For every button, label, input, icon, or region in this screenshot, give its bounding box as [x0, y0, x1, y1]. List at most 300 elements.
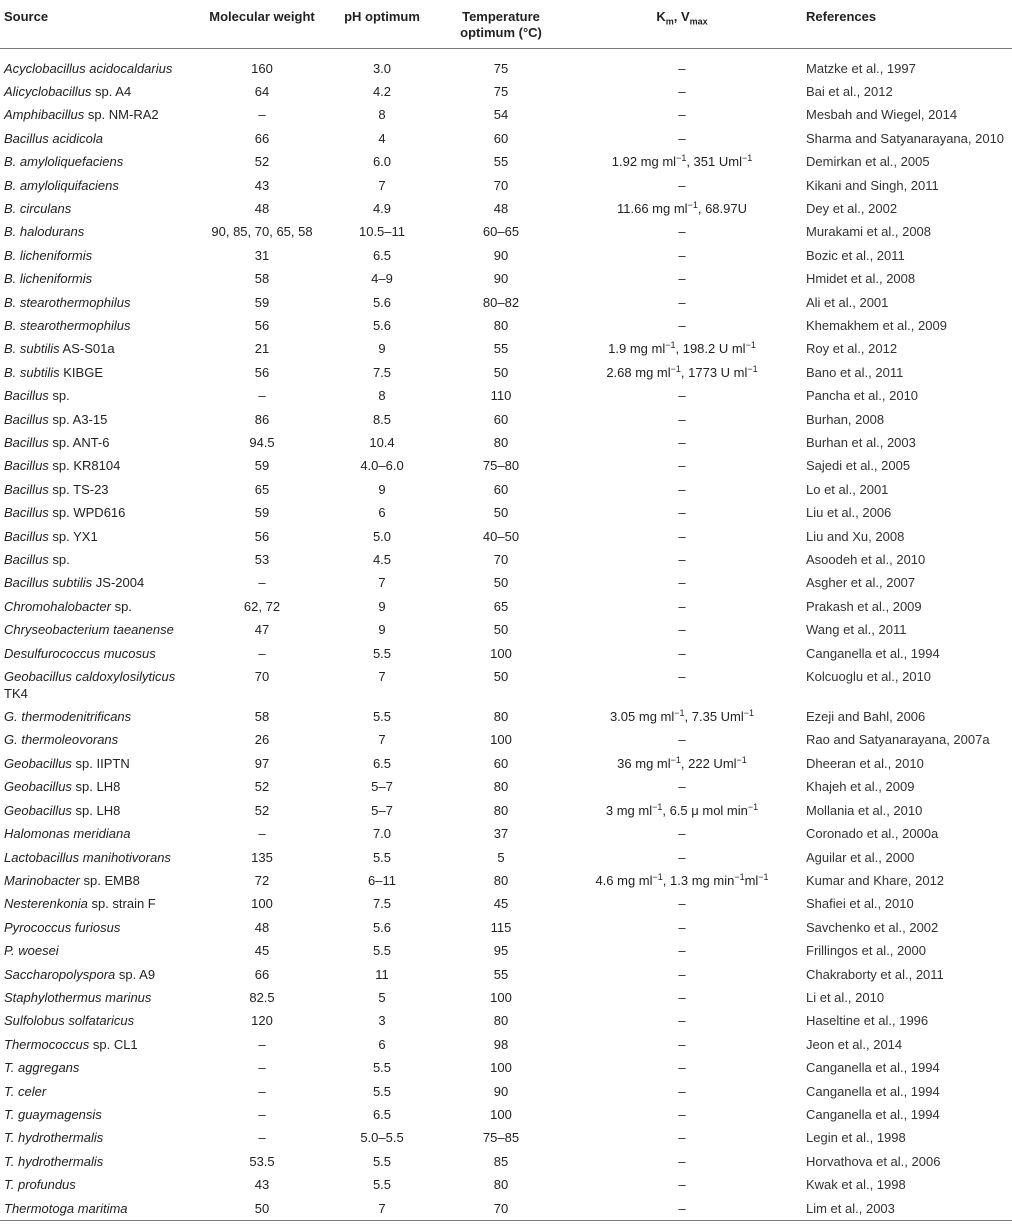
- cell-ph-optimum: 7: [378, 669, 386, 685]
- cell-reference: Lo et al., 2001: [806, 481, 889, 497]
- source-species: Chromohalobacter: [4, 598, 111, 614]
- cell-ph-optimum: 4.2: [372, 83, 392, 99]
- cell-temperature-optimum: 50: [493, 364, 509, 380]
- cell-temperature-optimum: 110: [490, 388, 512, 404]
- cell-km-vmax: –: [678, 1130, 686, 1146]
- cell-molecular-weight: 47: [254, 622, 270, 638]
- cell-temperature-optimum: 60: [493, 130, 509, 146]
- cell-temperature-optimum: 90: [493, 1083, 509, 1099]
- source-species: Marinobacter: [4, 872, 80, 888]
- cell-temperature-optimum: 60: [493, 755, 509, 771]
- source-strain: TK4: [4, 686, 28, 702]
- table-row: [0, 103, 1012, 126]
- cell-km-vmax: –: [678, 435, 686, 450]
- cell-molecular-weight: –: [258, 107, 266, 123]
- source-strain: sp. LH8: [71, 802, 121, 818]
- table-row: [0, 337, 1012, 360]
- cell-source: [0, 799, 200, 822]
- cell-ph-optimum: 6: [378, 1036, 386, 1052]
- source-strain: sp. A3-15: [48, 411, 108, 427]
- cell-km-vmax: –: [678, 271, 686, 287]
- source-species: Nesterenkonia: [4, 896, 88, 912]
- table-row: [0, 916, 1012, 939]
- cell-km-vmax: –: [678, 130, 686, 146]
- cell-km-vmax: –: [678, 1083, 686, 1099]
- table-row: [0, 775, 1012, 798]
- source-strain: sp.: [48, 388, 70, 404]
- table-row: [0, 454, 1012, 477]
- cell-source: [0, 525, 200, 548]
- cell-source: [0, 80, 200, 103]
- cell-source: [0, 1009, 200, 1032]
- cell-reference: Lim et al., 2003: [802, 1197, 1012, 1221]
- source-species: Amphibacillus: [4, 107, 85, 123]
- cell-reference: Prakash et al., 2009: [806, 598, 922, 614]
- source-species: B. circulans: [4, 200, 72, 216]
- cell-temperature-optimum: 80: [493, 709, 509, 725]
- cell-molecular-weight: 59: [254, 458, 270, 474]
- header-ph-optimum: pH optimum: [344, 9, 420, 24]
- cell-ph-optimum: 4–9: [371, 271, 393, 287]
- source-strain: sp. ANT-6: [48, 435, 110, 450]
- cell-source: [0, 103, 200, 126]
- cell-ph-optimum: 5–7: [371, 802, 393, 818]
- cell-reference: Coronado et al., 2000a: [806, 826, 939, 842]
- source-species: Sulfolobus solfataricus: [4, 1013, 135, 1029]
- cell-ph-optimum: 9: [378, 481, 386, 497]
- cell-molecular-weight: 70: [254, 669, 270, 685]
- cell-ph-optimum: 5.6: [372, 294, 392, 310]
- cell-source: [0, 127, 200, 150]
- cell-km-vmax: –: [678, 505, 686, 521]
- cell-ph-optimum: 5.5: [372, 1083, 392, 1099]
- source-species: P. woesei: [4, 943, 59, 959]
- cell-source: [0, 986, 200, 1009]
- cell-source: [0, 595, 200, 618]
- cell-reference: Burhan, 2008: [806, 411, 885, 427]
- cell-reference: Frillingos et al., 2000: [806, 943, 926, 959]
- cell-source: [0, 665, 200, 705]
- cell-reference: Asoodeh et al., 2010: [806, 552, 926, 568]
- cell-source: [0, 454, 200, 477]
- source-species: Bacillus: [4, 505, 49, 521]
- table-row: [0, 197, 1012, 220]
- cell-reference: Sajedi et al., 2005: [806, 458, 911, 474]
- cell-source: [0, 267, 200, 290]
- cell-km-vmax: –: [678, 826, 686, 842]
- cell-km-vmax: –: [678, 458, 686, 474]
- cell-molecular-weight: 53: [254, 552, 270, 568]
- cell-molecular-weight: –: [258, 1060, 266, 1076]
- source-species: B. licheniformis: [4, 247, 93, 263]
- source-species: Alicyclobacillus: [4, 83, 92, 99]
- table-row: [0, 244, 1012, 267]
- cell-reference: Burhan et al., 2003: [806, 435, 916, 450]
- table-row: [0, 80, 1012, 103]
- cell-molecular-weight: 56: [254, 528, 270, 544]
- source-strain: sp. IIPTN: [71, 755, 130, 771]
- table-body: [0, 48, 1012, 1221]
- cell-source: [0, 775, 200, 798]
- cell-ph-optimum: 4: [378, 130, 386, 146]
- table-row: [0, 174, 1012, 197]
- cell-temperature-optimum: 40–50: [482, 528, 520, 544]
- source-species: B. amyloliquefaciens: [4, 154, 124, 170]
- source-species: T. guaymagensis: [4, 1106, 102, 1122]
- cell-ph-optimum: 5.5: [372, 1177, 392, 1193]
- source-species: Bacillus: [4, 411, 49, 427]
- cell-temperature-optimum: 75: [493, 60, 509, 76]
- cell-reference: Matzke et al., 1997: [806, 60, 916, 76]
- cell-source: [0, 361, 200, 384]
- cell-molecular-weight: 43: [254, 1177, 270, 1193]
- table-row: [0, 1173, 1012, 1196]
- header-source: Source: [4, 9, 49, 24]
- cell-ph-optimum: 9: [378, 341, 386, 357]
- cell-molecular-weight: 31: [254, 247, 270, 263]
- table-row: [0, 501, 1012, 524]
- source-species: Acyclobacillus acidocaldarius: [4, 60, 173, 76]
- cell-reference: Ali et al., 2001: [806, 294, 889, 310]
- cell-km-vmax: –: [678, 598, 686, 614]
- cell-km-vmax: –: [678, 622, 686, 638]
- cell-source: [0, 174, 200, 197]
- cell-temperature-optimum: 55: [493, 966, 509, 982]
- header-km-k: K: [656, 9, 666, 24]
- table-row: [0, 314, 1012, 337]
- cell-km-vmax: –: [678, 896, 686, 912]
- cell-reference: Wang et al., 2011: [806, 622, 907, 638]
- cell-source: [0, 337, 200, 360]
- cell-reference: Horvathova et al., 2006: [806, 1153, 941, 1169]
- source-species: Chryseobacterium taeanense: [4, 622, 174, 638]
- cell-ph-optimum: 4.9: [372, 200, 392, 216]
- cell-temperature-optimum: 80–82: [482, 294, 520, 310]
- source-strain: sp. YX1: [48, 528, 98, 544]
- cell-source: [0, 1173, 200, 1196]
- cell-km-vmax: –: [678, 989, 686, 1005]
- source-strain: sp. A4: [91, 83, 132, 99]
- table-row: [0, 1080, 1012, 1103]
- source-species: Bacillus: [4, 481, 49, 497]
- cell-source: [0, 501, 200, 524]
- table-row: [0, 1103, 1012, 1126]
- source-strain: JS-2004: [92, 575, 145, 591]
- cell-temperature-optimum: 95: [493, 943, 509, 959]
- cell-km-vmax: –: [678, 224, 686, 240]
- cell-km-vmax: –: [678, 575, 686, 591]
- cell-reference: Shafiei et al., 2010: [806, 896, 914, 912]
- cell-ph-optimum: 6.5: [372, 247, 392, 263]
- cell-source: [0, 314, 200, 337]
- cell-source: [0, 384, 200, 407]
- cell-molecular-weight: 160: [251, 60, 273, 76]
- cell-temperature-optimum: 70: [440, 1197, 562, 1221]
- table-row: [0, 1150, 1012, 1173]
- cell-reference: Canganella et al., 1994: [806, 1060, 940, 1076]
- cell-reference: Demirkan et al., 2005: [806, 154, 930, 170]
- cell-reference: Kolcuoglu et al., 2010: [806, 669, 932, 685]
- table-row: [0, 846, 1012, 869]
- cell-ph-optimum: 9: [378, 598, 386, 614]
- cell-reference: Kwak et al., 1998: [806, 1177, 906, 1193]
- cell-reference: Haseltine et al., 1996: [806, 1013, 929, 1029]
- table-row: [0, 127, 1012, 150]
- cell-molecular-weight: 82.5: [249, 989, 275, 1005]
- table-row: [0, 642, 1012, 665]
- cell-temperature-optimum: 80: [493, 317, 509, 333]
- cell-source: [0, 846, 200, 869]
- cell-temperature-optimum: 100: [490, 645, 512, 661]
- source-strain: sp. CL1: [89, 1036, 138, 1052]
- source-species: T. hydrothermalis: [4, 1130, 104, 1146]
- cell-km-vmax: 1.9 mg $ml^{-1}$, 198.2 U $ml^{-1}$: [608, 340, 756, 357]
- table-row: [0, 525, 1012, 548]
- cell-km-vmax: –: [678, 779, 686, 795]
- cell-ph-optimum: 6.5: [372, 1106, 392, 1122]
- cell-reference: Canganella et al., 1994: [806, 1083, 940, 1099]
- cell-source: [0, 220, 200, 243]
- cell-ph-optimum: 11: [375, 966, 389, 982]
- cell-molecular-weight: 52: [254, 802, 270, 818]
- cell-molecular-weight: –: [258, 388, 266, 404]
- cell-temperature-optimum: 45: [493, 896, 509, 912]
- table-row: [0, 548, 1012, 571]
- cell-reference: Khajeh et al., 2009: [806, 779, 915, 795]
- cell-km-vmax: –: [678, 943, 686, 959]
- cell-temperature-optimum: 100: [490, 1060, 512, 1076]
- cell-reference: Aguilar et al., 2000: [806, 849, 915, 865]
- source-species: B. stearothermophilus: [4, 294, 131, 310]
- cell-reference: Canganella et al., 1994: [806, 1106, 940, 1122]
- cell-km-vmax: –: [678, 966, 686, 982]
- cell-km-vmax: –: [678, 388, 686, 404]
- cell-molecular-weight: –: [258, 645, 266, 661]
- cell-ph-optimum: 5.5: [372, 709, 392, 725]
- cell-source: [0, 478, 200, 501]
- cell-temperature-optimum: 115: [490, 919, 512, 935]
- cell-molecular-weight: –: [258, 826, 266, 842]
- source-species: Bacillus subtilis: [4, 575, 93, 591]
- cell-source: [0, 408, 200, 431]
- table-row: [0, 618, 1012, 641]
- source-strain: sp. TS-23: [48, 481, 109, 497]
- source-species: Geobacillus: [4, 755, 72, 771]
- cell-km-vmax: –: [678, 1060, 686, 1076]
- cell-molecular-weight: 90, 85, 70, 65, 58: [211, 224, 313, 240]
- source-species: Geobacillus: [4, 802, 72, 818]
- cell-ph-optimum: 5–7: [371, 779, 393, 795]
- cell-molecular-weight: 86: [254, 411, 270, 427]
- cell-ph-optimum: 7: [378, 575, 386, 591]
- cell-km-vmax: –: [678, 177, 686, 193]
- cell-source: [0, 939, 200, 962]
- source-species: Pyrococcus furiosus: [4, 919, 121, 935]
- cell-temperature-optimum: 50: [493, 669, 509, 685]
- cell-reference: Pancha et al., 2010: [806, 388, 919, 404]
- source-species: Halomonas meridiana: [4, 826, 131, 842]
- table-row: [0, 705, 1012, 728]
- cell-reference: Chakraborty et al., 2011: [806, 966, 944, 982]
- cell-source: [0, 705, 200, 728]
- cell-source: [0, 1056, 200, 1079]
- header-row: [0, 0, 1012, 48]
- cell-source: [0, 892, 200, 915]
- source-strain: sp. LH8: [71, 779, 121, 795]
- cell-km-vmax: –: [678, 1013, 686, 1029]
- source-strain: sp. KR8104: [48, 458, 121, 474]
- cell-molecular-weight: 135: [251, 849, 273, 865]
- table-row: [0, 595, 1012, 618]
- cell-temperature-optimum: 100: [490, 1106, 512, 1122]
- cell-temperature-optimum: 55: [493, 154, 509, 170]
- cell-source: [0, 728, 200, 751]
- cell-ph-optimum: 5.6: [372, 317, 392, 333]
- cell-source: [0, 291, 200, 314]
- cell-source: [0, 963, 200, 986]
- cell-temperature-optimum: 60–65: [482, 224, 520, 240]
- cell-ph-optimum: 5.6: [372, 919, 392, 935]
- cell-ph-optimum: 6.5: [372, 755, 392, 771]
- cell-km-vmax: –: [678, 1177, 686, 1193]
- table-row: [0, 48, 1012, 80]
- cell-reference: Bai et al., 2012: [806, 83, 893, 99]
- cell-km-vmax: –: [678, 107, 686, 123]
- cell-temperature-optimum: 80: [493, 1013, 509, 1029]
- cell-km-vmax: –: [678, 83, 686, 99]
- cell-temperature-optimum: 100: [490, 732, 512, 748]
- table-row: [0, 986, 1012, 1009]
- cell-ph-optimum: 7.5: [372, 896, 392, 912]
- source-species: Thermotoga maritima: [4, 1200, 128, 1216]
- table-row: [0, 291, 1012, 314]
- table-row: [0, 1009, 1012, 1032]
- source-species: B. halodurans: [4, 224, 85, 240]
- source-species: Bacillus acidicola: [4, 130, 103, 146]
- cell-temperature-optimum: 98: [493, 1036, 509, 1052]
- cell-reference: Mollania et al., 2010: [806, 802, 923, 818]
- cell-ph-optimum: 5.5: [372, 849, 392, 865]
- cell-molecular-weight: 120: [251, 1013, 273, 1029]
- cell-km-vmax: 4.6 mg $ml^{-1}$, 1.3 mg $\min^{-1}ml^{-1}$: [595, 871, 769, 888]
- cell-temperature-optimum: 65: [493, 598, 509, 614]
- cell-km-vmax: 3.05 mg $ml^{-1}$, 7.35 Uml$^{-1}$: [609, 708, 755, 725]
- cell-molecular-weight: 66: [254, 130, 270, 146]
- cell-reference: Liu and Xu, 2008: [806, 528, 905, 544]
- cell-km-vmax: –: [562, 1197, 802, 1221]
- cell-molecular-weight: –: [258, 1106, 266, 1122]
- cell-source: [0, 548, 200, 571]
- cell-molecular-weight: 65: [254, 481, 270, 497]
- cell-molecular-weight: 94.5: [249, 435, 275, 450]
- table-row: [0, 939, 1012, 962]
- cell-ph-optimum: 5.5: [372, 645, 392, 661]
- cell-reference: Khemakhem et al., 2009: [806, 317, 947, 333]
- cell-ph-optimum: 10.5–11: [358, 224, 406, 240]
- source-strain: sp. A9: [115, 966, 156, 982]
- table-header: [0, 0, 1012, 48]
- cell-source: [0, 150, 200, 173]
- table-row: [0, 1197, 1012, 1221]
- cell-ph-optimum: 9: [378, 622, 386, 638]
- cell-reference: Legin et al., 1998: [806, 1130, 906, 1146]
- cell-km-vmax: –: [678, 732, 686, 748]
- table-row: [0, 571, 1012, 594]
- cell-temperature-optimum: 80: [493, 872, 509, 888]
- cell-molecular-weight: –: [258, 1130, 266, 1146]
- table-row: [0, 408, 1012, 431]
- source-species: Bacillus: [4, 388, 49, 404]
- header-km-mid: , V: [673, 9, 690, 24]
- cell-ph-optimum: 7.5: [372, 364, 392, 380]
- source-strain: sp. EMB8: [79, 872, 140, 888]
- cell-reference: Li et al., 2010: [806, 989, 885, 1005]
- cell-reference: Roy et al., 2012: [806, 341, 898, 357]
- table-row: [0, 869, 1012, 892]
- cell-reference: Kumar and Khare, 2012: [806, 872, 945, 888]
- cell-molecular-weight: –: [258, 575, 266, 591]
- table-row: [0, 478, 1012, 501]
- cell-ph-optimum: 7: [378, 177, 386, 193]
- source-species: Geobacillus caldoxylosilyticus: [4, 669, 176, 685]
- cell-temperature-optimum: 80: [493, 1177, 509, 1193]
- header-km-sub: m: [665, 16, 674, 27]
- cell-ph-optimum: 5.5: [372, 1060, 392, 1076]
- cell-temperature-optimum: 80: [493, 802, 509, 818]
- source-species: G. thermoleovorans: [4, 732, 119, 748]
- cell-temperature-optimum: 90: [493, 247, 509, 263]
- table-row: [0, 665, 1012, 705]
- source-species: T. hydrothermalis: [4, 1153, 104, 1169]
- cell-temperature-optimum: 90: [493, 271, 509, 287]
- cell-reference: Bano et al., 2011: [806, 364, 904, 380]
- cell-ph-optimum: 7.0: [372, 826, 392, 842]
- cell-reference: Sharma and Satyanarayana, 2010: [806, 130, 1005, 146]
- cell-ph-optimum: 8: [378, 107, 386, 123]
- cell-molecular-weight: 48: [254, 919, 270, 935]
- cell-source: [0, 197, 200, 220]
- cell-molecular-weight: 43: [254, 177, 270, 193]
- cell-temperature-optimum: 70: [493, 552, 509, 568]
- source-strain: KIBGE: [59, 364, 103, 380]
- cell-molecular-weight: 53.5: [249, 1153, 275, 1169]
- cell-molecular-weight: 52: [254, 779, 270, 795]
- cell-ph-optimum: 5.5: [372, 943, 392, 959]
- table-row: [0, 728, 1012, 751]
- cell-source: [0, 48, 200, 80]
- table-row: [0, 1056, 1012, 1079]
- cell-molecular-weight: 59: [254, 505, 270, 521]
- cell-reference: Ezeji and Bahl, 2006: [806, 709, 926, 725]
- source-strain: sp. NM-RA2: [84, 107, 159, 123]
- cell-km-vmax: –: [678, 1036, 686, 1052]
- cell-temperature-optimum: 70: [493, 177, 509, 193]
- cell-ph-optimum: 8.5: [372, 411, 392, 427]
- cell-km-vmax: 1.92 mg $ml^{-1}$, 351 Uml$^{-1}$: [611, 153, 753, 170]
- cell-km-vmax: –: [678, 849, 686, 865]
- cell-temperature-optimum: 50: [493, 622, 509, 638]
- table-row: [0, 752, 1012, 775]
- cell-reference: Mesbah and Wiegel, 2014: [806, 107, 958, 123]
- cell-source: [0, 869, 200, 892]
- cell-source: [0, 752, 200, 775]
- cell-reference: Dey et al., 2002: [806, 200, 898, 216]
- cell-molecular-weight: 56: [254, 364, 270, 380]
- cell-reference: Savchenko et al., 2002: [806, 919, 939, 935]
- table-row: [0, 361, 1012, 384]
- cell-reference: Jeon et al., 2014: [806, 1036, 903, 1052]
- cell-source: [0, 431, 200, 454]
